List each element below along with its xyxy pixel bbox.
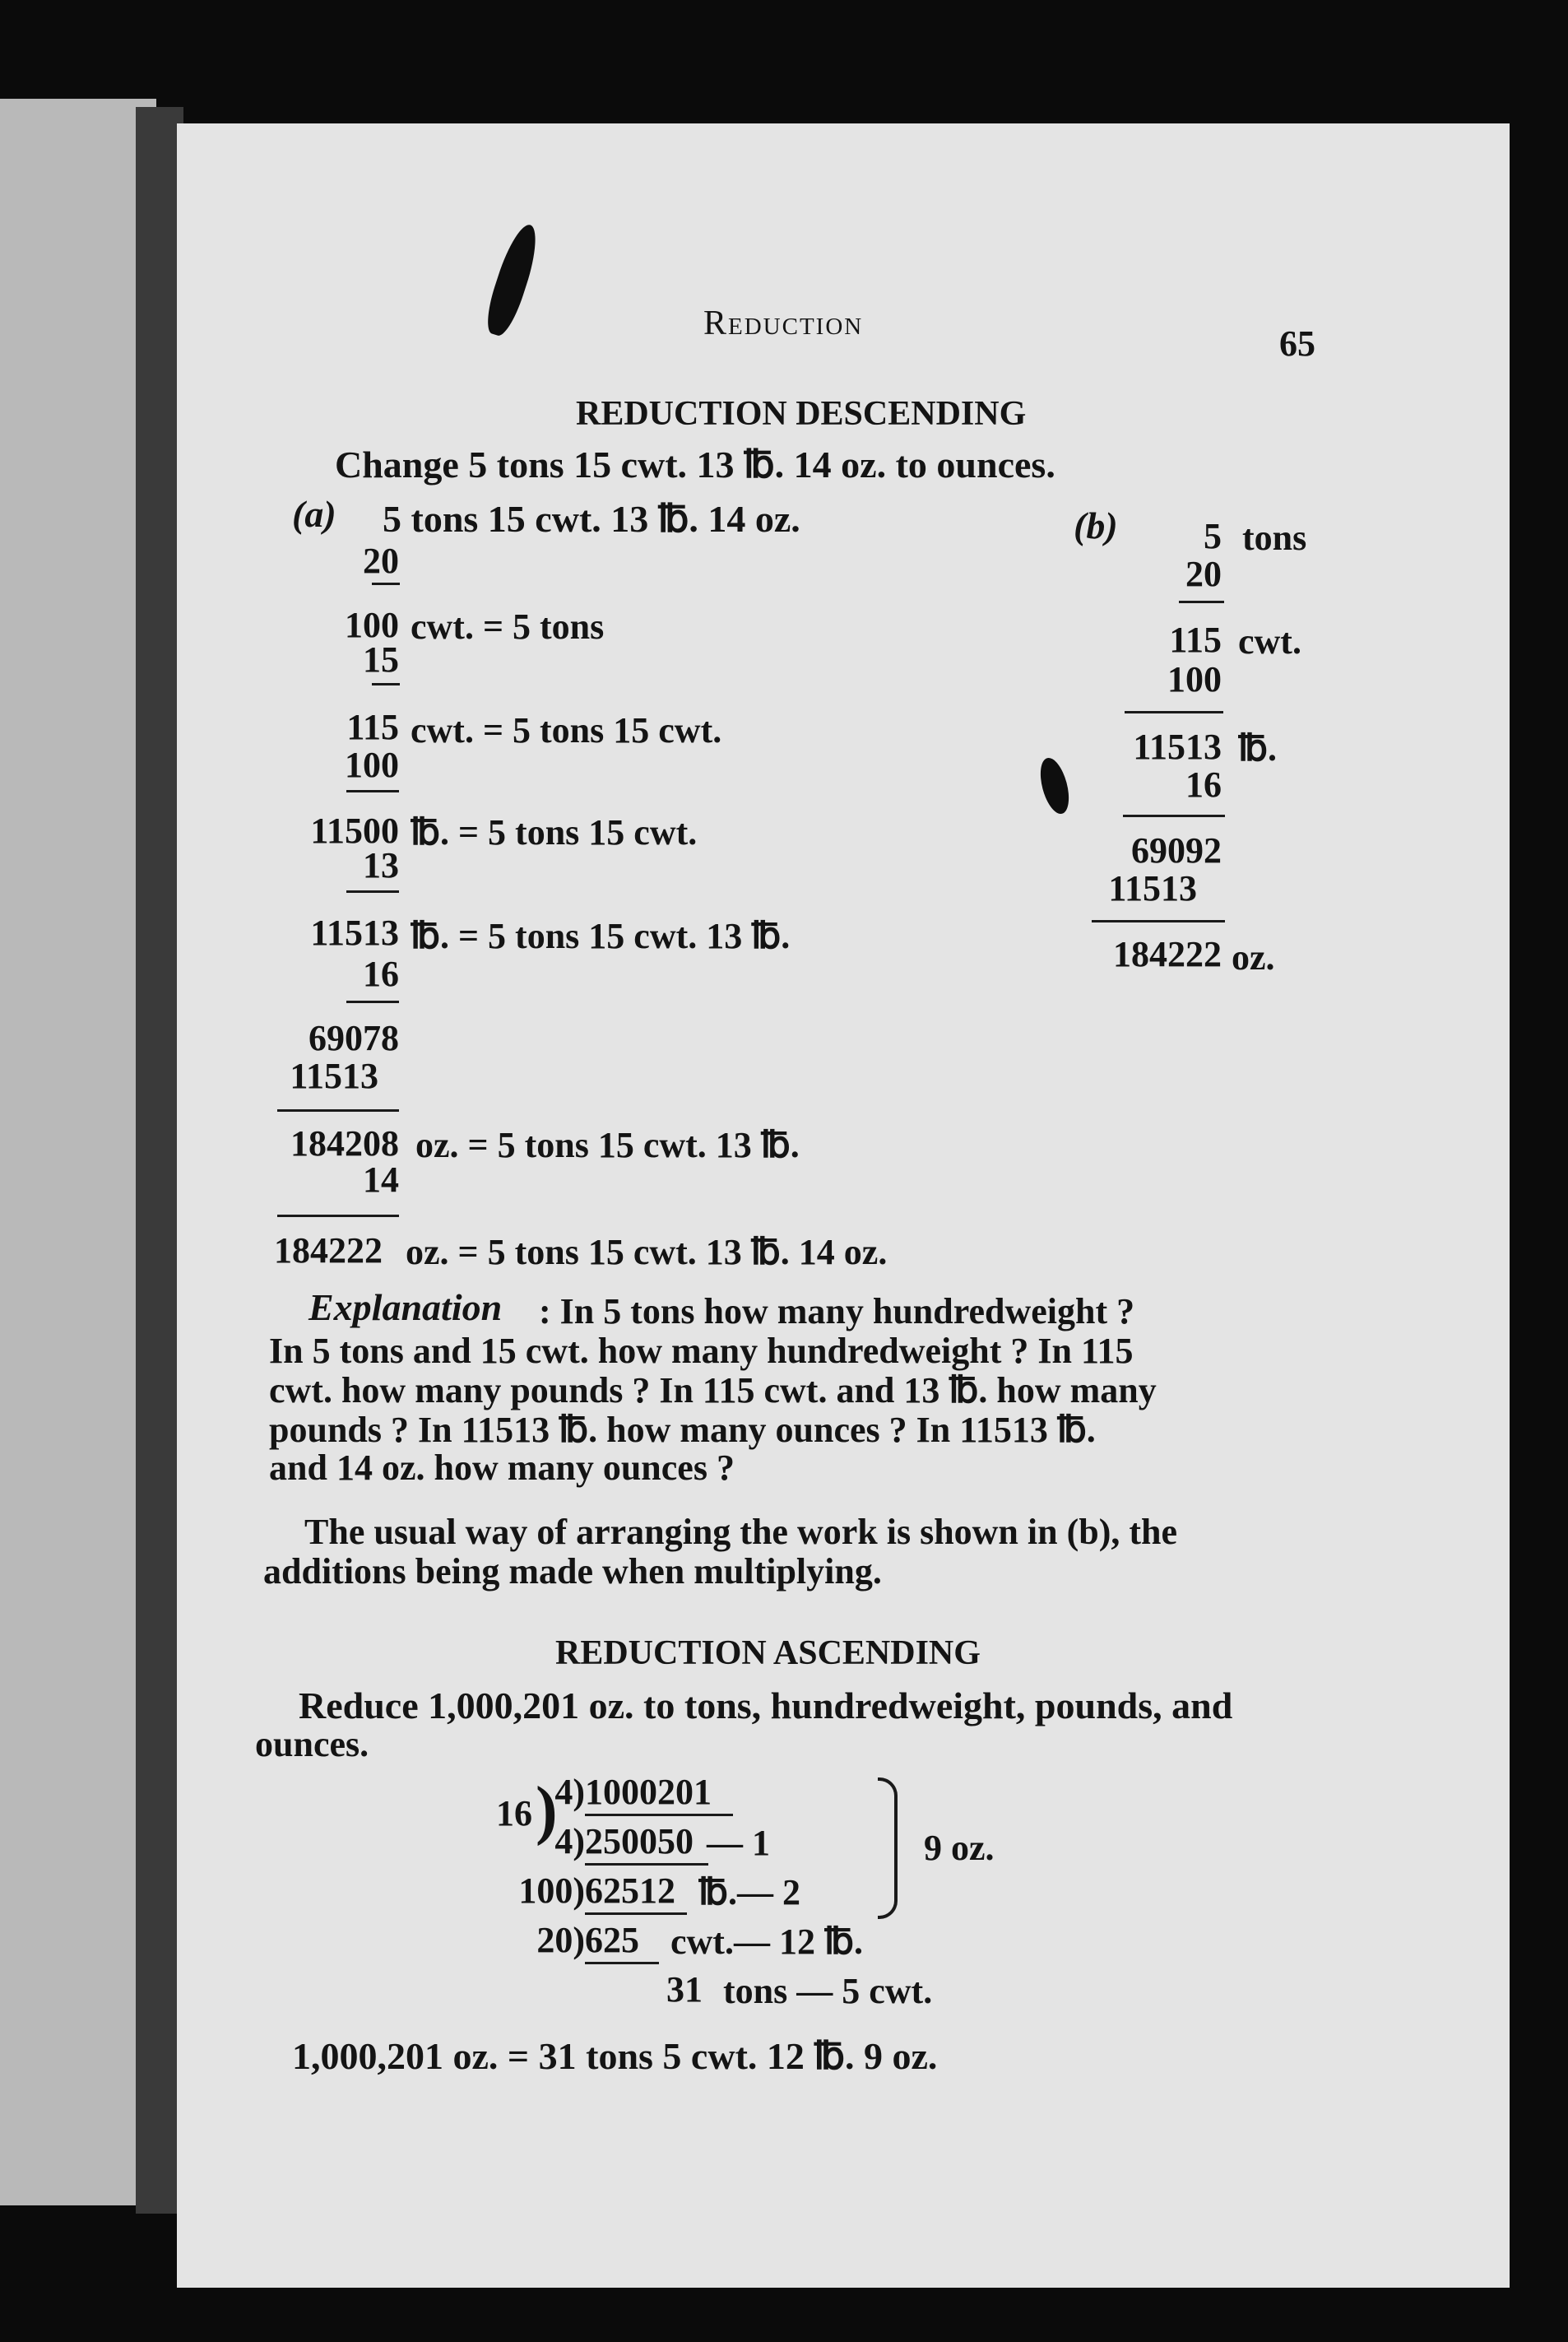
section-heading-descending: REDUCTION DESCENDING	[576, 395, 1027, 433]
a-note: cwt. = 5 tons	[411, 606, 605, 647]
book-page	[177, 123, 1510, 2288]
explanation-line: and 14 oz. how many ounces ?	[269, 1447, 735, 1488]
a-num: 13	[363, 845, 399, 885]
ascending-problem-line: Reduce 1,000,201 oz. to tons, hundredweight, pounds, and	[299, 1684, 1233, 1726]
division-divisor: 4)	[554, 1772, 585, 1812]
a-num: 100	[345, 745, 399, 785]
b-num: 5	[1204, 516, 1222, 556]
page-number: 65	[1279, 323, 1315, 364]
rule	[346, 1001, 399, 1003]
ink-blot	[480, 221, 545, 339]
right-brace	[878, 1777, 898, 1919]
a-num: 14	[363, 1159, 399, 1200]
b-note: tons	[1242, 518, 1307, 558]
brace-result: 9 oz.	[924, 1828, 995, 1868]
division-quotient: 31	[666, 1969, 703, 2010]
division-quotient: 250050	[585, 1821, 694, 1861]
rule	[346, 890, 399, 893]
b-num: 20	[1185, 554, 1222, 594]
explanation-label: Explanation	[308, 1286, 503, 1328]
b-num: 11513	[1108, 868, 1197, 908]
b-num: 16	[1185, 764, 1222, 805]
label-a: (a)	[292, 493, 336, 535]
b-note: cwt.	[1238, 621, 1301, 662]
a-num: 11513	[290, 1056, 378, 1096]
rule	[346, 790, 399, 792]
usual-way-line: The usual way of arranging the work is shown in (b), the	[304, 1512, 1178, 1552]
division-remainder: ℔.— 2	[698, 1872, 800, 1912]
rule	[585, 1962, 659, 1964]
explanation-line: In 5 tons and 15 cwt. how many hundredweight ? In 115	[269, 1331, 1134, 1371]
rule	[277, 1215, 399, 1217]
division-remainder: cwt.— 12 ℔.	[670, 1921, 863, 1962]
ascending-problem-line: ounces.	[255, 1724, 369, 1764]
division-divisor: 20)	[536, 1920, 585, 1960]
b-result: 184222	[1113, 934, 1222, 974]
a-note: ℔. = 5 tons 15 cwt. 13 ℔.	[411, 916, 791, 956]
b-result-note: oz.	[1232, 937, 1275, 978]
explanation-line: cwt. how many pounds ? In 115 cwt. and 13 ℔. how many	[269, 1370, 1157, 1410]
rule	[585, 1814, 733, 1816]
a-num: 184208	[290, 1123, 399, 1164]
b-num: 69092	[1131, 830, 1222, 871]
rule	[1092, 920, 1225, 922]
a-num: 16	[363, 954, 399, 994]
a-num: 69078	[308, 1018, 399, 1058]
rule	[1123, 815, 1225, 817]
b-num: 115	[1169, 620, 1222, 660]
label-b: (b)	[1074, 504, 1118, 546]
a-num: 100	[345, 605, 399, 645]
running-head: Reduction	[703, 304, 864, 342]
problem-statement: Change 5 tons 15 cwt. 13 ℔. 14 oz. to ounces.	[335, 444, 1055, 486]
a-line-0: 5 tons 15 cwt. 13 ℔. 14 oz.	[383, 498, 800, 540]
division-divisor: 100)	[518, 1870, 585, 1911]
usual-way-line: additions being made when multiplying.	[263, 1551, 882, 1592]
explanation-line: pounds ? In 11513 ℔. how many ounces ? In 11513 ℔.	[269, 1410, 1096, 1450]
a-num: 20	[363, 541, 399, 581]
a-note: cwt. = 5 tons 15 cwt.	[411, 710, 722, 750]
facing-page-edge	[0, 99, 156, 2205]
a-result-note: oz. = 5 tons 15 cwt. 13 ℔. 14 oz.	[406, 1232, 888, 1272]
divisor-16-paren: )	[536, 1774, 558, 1847]
ascending-answer: 1,000,201 oz. = 31 tons 5 cwt. 12 ℔. 9 oz.	[292, 2035, 938, 2077]
division-quotient: 62512	[585, 1870, 675, 1911]
b-note: ℔.	[1238, 728, 1277, 769]
rule	[372, 683, 400, 685]
rule	[585, 1912, 687, 1915]
a-note: oz. = 5 tons 15 cwt. 13 ℔.	[415, 1125, 800, 1165]
rule	[585, 1863, 708, 1866]
a-num: 11500	[310, 811, 399, 851]
rule	[1125, 711, 1223, 713]
b-num: 11513	[1133, 727, 1222, 767]
a-num: 115	[346, 707, 399, 747]
a-num: 15	[363, 639, 399, 680]
a-num: 11513	[310, 913, 399, 953]
division-quotient: 625	[585, 1920, 639, 1960]
division-remainder: tons — 5 cwt.	[723, 1971, 933, 2011]
division-quotient: 1000201	[585, 1772, 712, 1812]
rule	[1179, 601, 1224, 603]
division-divisor: 4)	[554, 1821, 585, 1861]
rule	[372, 583, 400, 585]
rule	[277, 1109, 399, 1112]
b-num: 100	[1167, 659, 1222, 699]
section-heading-ascending: REDUCTION ASCENDING	[555, 1634, 981, 1672]
explanation-line: : In 5 tons how many hundredweight ?	[539, 1291, 1135, 1331]
divisor-16: 16	[496, 1793, 532, 1833]
ink-blot-small	[1035, 755, 1074, 816]
a-result: 184222	[274, 1230, 383, 1271]
division-remainder: — 1	[707, 1823, 770, 1863]
a-note: ℔. = 5 tons 15 cwt.	[411, 812, 698, 853]
